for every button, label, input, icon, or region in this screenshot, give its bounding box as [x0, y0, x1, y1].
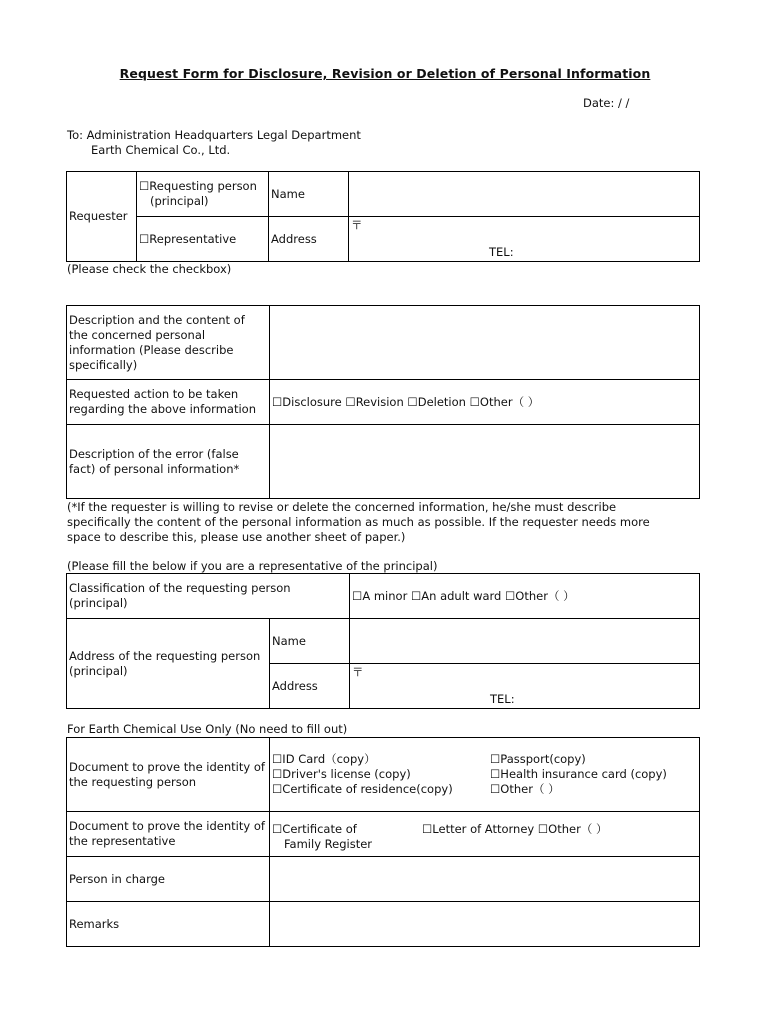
principal-address-label: Address of the requesting person (principal)	[67, 619, 270, 709]
description-label: Description and the content of the concerned personal information (Please describe specifically)	[67, 306, 270, 380]
address-input[interactable]	[349, 217, 700, 262]
principal-tel-label: TEL:	[490, 692, 515, 706]
name-label: Name	[269, 172, 349, 217]
classification-label: Classification of the requesting person (principal)	[67, 574, 350, 619]
classification-options[interactable]: ☐A minor ☐An adult ward ☐Other（ ）	[350, 574, 700, 619]
requester-table	[66, 171, 700, 262]
requester-label: Requester	[67, 172, 137, 262]
principal-option[interactable]: ☐Requesting person (principal)	[137, 172, 269, 217]
action-label: Requested action to be taken regarding the above information	[67, 380, 270, 425]
postal-mark-icon: 〒	[351, 218, 363, 232]
principal-name-label: Name	[270, 619, 350, 664]
postal-mark-icon: 〒	[352, 665, 364, 679]
internal-use-table	[66, 737, 700, 947]
error-input[interactable]	[270, 425, 700, 499]
doc-rep-options[interactable]: ☐Certificate of Family Register ☐Letter of Attorney ☐Other（ ）	[270, 812, 700, 857]
internal-use-intro: For Earth Chemical Use Only (No need to fill out)	[67, 722, 348, 736]
person-in-charge-input[interactable]	[270, 857, 700, 902]
description-input[interactable]	[270, 306, 700, 380]
name-input[interactable]	[349, 172, 700, 217]
person-in-charge-label: Person in charge	[67, 857, 270, 902]
doc-person-label: Document to prove the identity of the requesting person	[67, 738, 270, 812]
date-field: Date: / /	[583, 96, 630, 110]
principal-address-sublabel: Address	[270, 664, 350, 709]
action-options[interactable]: ☐Disclosure ☐Revision ☐Deletion ☐Other（ ）	[270, 380, 700, 425]
revision-note: (*If the requester is willing to revise or delete the concerned information, he/she must describe specifically the content of the personal information as much as possible. If the requester needs more space to describe this, please use another sheet of paper.)	[67, 500, 650, 544]
checkbox-note: (Please check the checkbox)	[67, 262, 232, 276]
representative-intro: (Please fill the below if you are a representative of the principal)	[67, 559, 438, 573]
principal-name-input[interactable]	[350, 619, 700, 664]
remarks-label: Remarks	[67, 902, 270, 947]
representative-option[interactable]: ☐Representative	[137, 217, 269, 262]
doc-rep-label: Document to prove the identity of the representative	[67, 812, 270, 857]
recipient-line-2: Earth Chemical Co., Ltd.	[91, 143, 231, 157]
principal-table	[66, 573, 700, 709]
principal-address-input[interactable]	[350, 664, 700, 709]
information-table	[66, 305, 700, 499]
error-label: Description of the error (false fact) of personal information*	[67, 425, 270, 499]
address-label: Address	[269, 217, 349, 262]
tel-label: TEL:	[489, 245, 514, 259]
recipient-line-1: To: Administration Headquarters Legal Department	[67, 128, 361, 142]
remarks-input[interactable]	[270, 902, 700, 947]
doc-person-options[interactable]: ☐ID Card（copy） ☐Driver's license (copy) ☐Certificate of residence(copy) ☐Passport(copy) ☐Health insurance card (copy) ☐Other（ ）	[270, 738, 700, 812]
form-title: Request Form for Disclosure, Revision or Deletion of Personal Information	[119, 66, 651, 81]
